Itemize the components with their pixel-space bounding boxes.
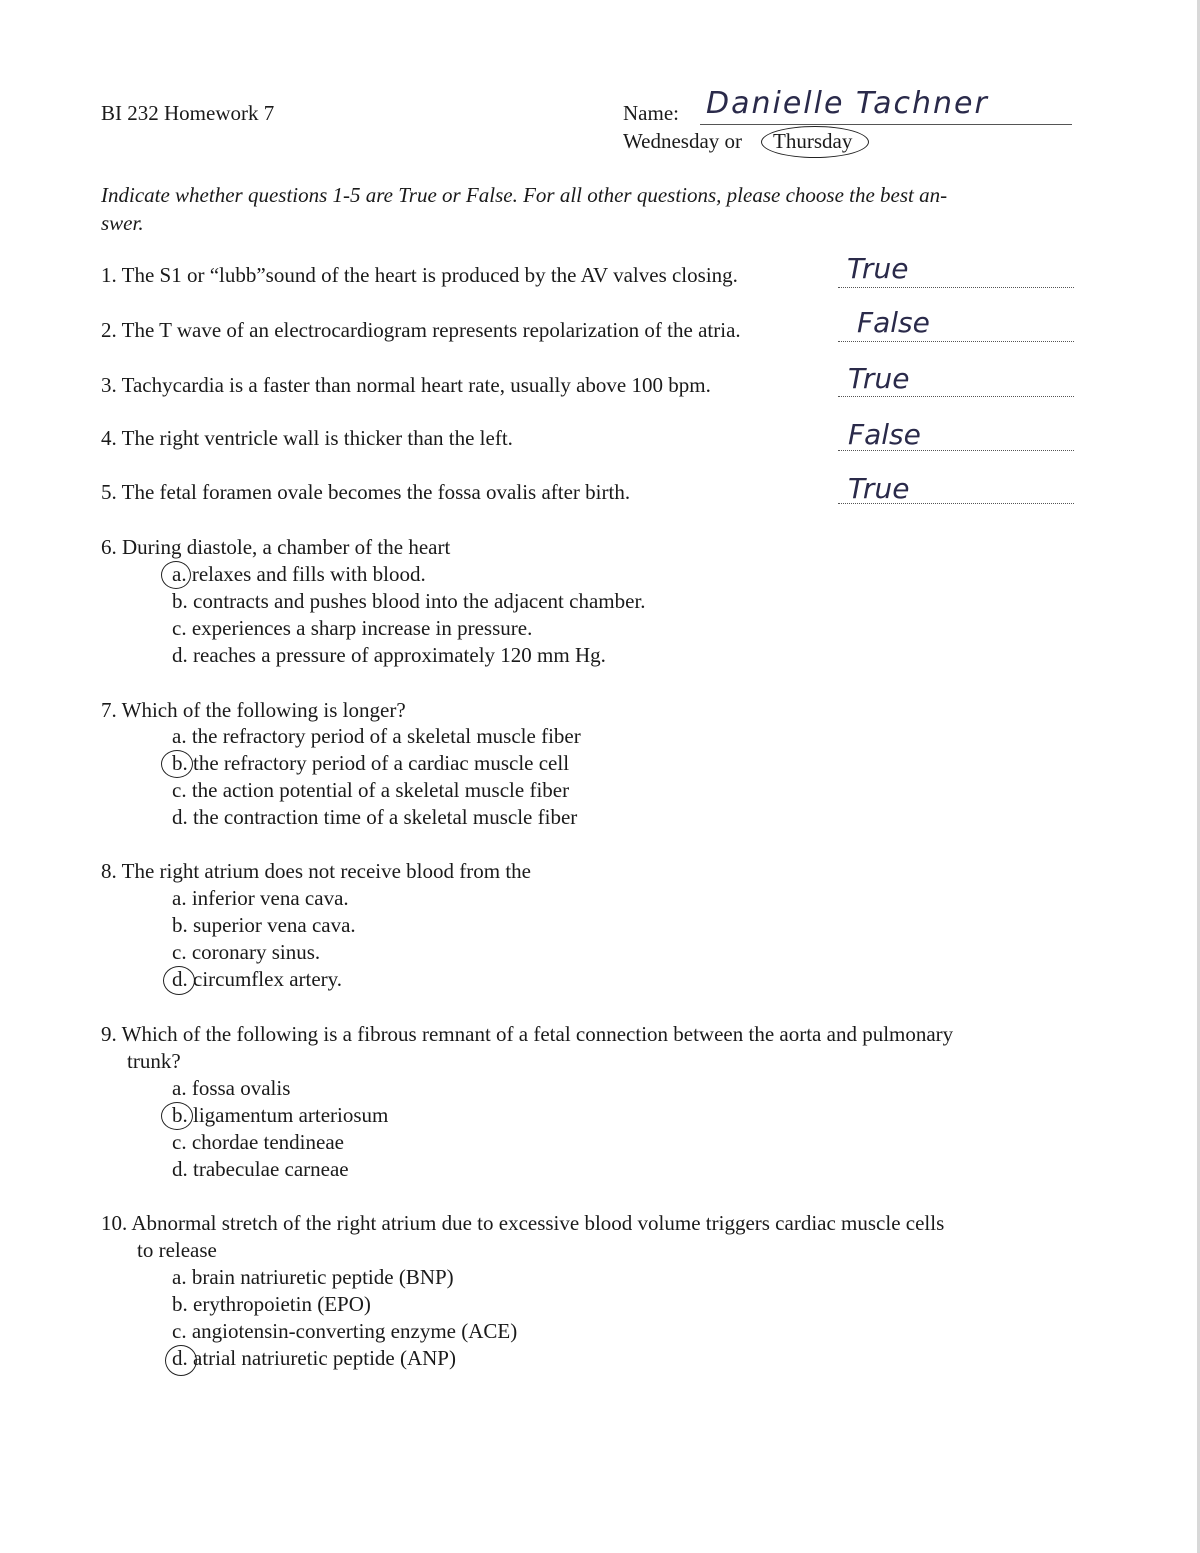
instructions-line-2: swer. bbox=[101, 211, 144, 235]
tf-answer-line-2 bbox=[838, 341, 1074, 342]
q7-option-c: c. the action potential of a skeletal muscle fiber bbox=[172, 778, 570, 802]
tf-question-4: 4. The right ventricle wall is thicker than the left. bbox=[101, 426, 513, 450]
course-title: BI 232 Homework 7 bbox=[101, 101, 275, 125]
q9-option-a: a. fossa ovalis bbox=[172, 1076, 291, 1100]
name-value: Danielle Tachner bbox=[706, 86, 989, 121]
q9-option-b: b. ligamentum arteriosum bbox=[172, 1103, 389, 1127]
q10-option-d: d. atrial natriuretic peptide (ANP) bbox=[172, 1346, 456, 1370]
q6-option-d: d. reaches a pressure of approximately 120 mm Hg. bbox=[172, 643, 606, 667]
q10-option-c: c. angiotensin-converting enzyme (ACE) bbox=[172, 1319, 518, 1343]
name-label: Name: bbox=[623, 101, 679, 125]
mc-question-8: 8. The right atrium does not receive blood from the bbox=[101, 859, 531, 883]
tf-question-5: 5. The fetal foramen ovale becomes the fossa ovalis after birth. bbox=[101, 480, 631, 504]
mc-question-10: 10. Abnormal stretch of the right atrium due to excessive blood volume triggers cardiac muscle cells bbox=[101, 1211, 945, 1235]
tf-answer-5: True bbox=[848, 472, 910, 505]
q7-option-a: a. the refractory period of a skeletal muscle fiber bbox=[172, 724, 581, 748]
tf-answer-3: True bbox=[848, 362, 910, 395]
day-line-prefix: Wednesday or bbox=[623, 129, 743, 153]
mc-question-7: 7. Which of the following is longer? bbox=[101, 698, 406, 722]
q10-option-b: b. erythropoietin (EPO) bbox=[172, 1292, 371, 1316]
q10-option-a: a. brain natriuretic peptide (BNP) bbox=[172, 1265, 454, 1289]
q8-option-b: b. superior vena cava. bbox=[172, 913, 356, 937]
tf-answer-4: False bbox=[848, 418, 921, 451]
tf-question-3: 3. Tachycardia is a faster than normal heart rate, usually above 100 bpm. bbox=[101, 373, 711, 397]
q6-option-b: b. contracts and pushes blood into the adjacent chamber. bbox=[172, 589, 646, 613]
tf-question-1: 1. The S1 or “lubb”sound of the heart is produced by the AV valves closing. bbox=[101, 263, 738, 287]
q9-option-c: c. chordae tendineae bbox=[172, 1130, 344, 1154]
mc-question-9-cont: trunk? bbox=[127, 1049, 181, 1073]
mc-question-9: 9. Which of the following is a fibrous remnant of a fetal connection between the aorta and pulmonary bbox=[101, 1022, 954, 1046]
tf-answer-line-1 bbox=[838, 287, 1074, 288]
mc-question-10-cont: to release bbox=[137, 1238, 217, 1262]
q8-option-d: d. circumflex artery. bbox=[172, 967, 343, 991]
q8-option-c: c. coronary sinus. bbox=[172, 940, 321, 964]
q7-option-d: d. the contraction time of a skeletal muscle fiber bbox=[172, 805, 578, 829]
q6-option-a: a. relaxes and fills with blood. bbox=[172, 562, 426, 586]
tf-question-2: 2. The T wave of an electrocardiogram represents repolarization of the atria. bbox=[101, 318, 741, 342]
q8-option-a: a. inferior vena cava. bbox=[172, 886, 349, 910]
tf-answer-line-3 bbox=[838, 396, 1074, 397]
q9-option-d: d. trabeculae carneae bbox=[172, 1157, 349, 1181]
tf-answer-1: True bbox=[847, 252, 909, 285]
q6-option-c: c. experiences a sharp increase in pressure. bbox=[172, 616, 533, 640]
name-underline bbox=[700, 124, 1072, 125]
day-selected: Thursday bbox=[773, 129, 853, 153]
mc-question-6: 6. During diastole, a chamber of the heart bbox=[101, 535, 451, 559]
tf-answer-2: False bbox=[857, 306, 930, 339]
instructions-line-1: Indicate whether questions 1-5 are True or False. For all other questions, please choose the best an- bbox=[101, 183, 948, 207]
q7-option-b: b. the refractory period of a cardiac muscle cell bbox=[172, 751, 570, 775]
